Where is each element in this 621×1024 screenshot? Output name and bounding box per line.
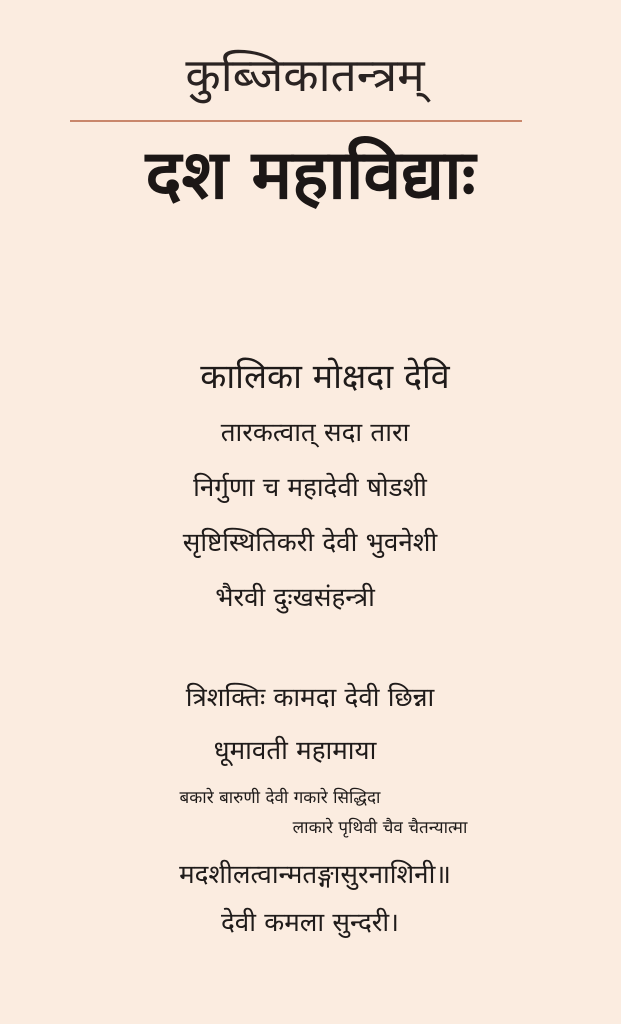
verse-line-10: मदशीलत्वान्मतङ्गासुरनाशिनी॥ [179, 860, 451, 890]
verse-line-8: बकारे बारुणी देवी गकारे सिद्धिदा [179, 788, 381, 808]
verse-line-6: त्रिशक्तिः कामदा देवी छिन्ना [185, 683, 435, 713]
verse-line-4: सृष्टिस्थितिकरी देवी भुवनेशी [182, 528, 438, 558]
verse-line-7: धूमावती महामाया [213, 736, 377, 766]
verse-line-9: लाकारे पृथिवी चैव चैतन्यात्मा [292, 818, 468, 838]
verse-line-11: देवी कमला सुन्दरी। [220, 908, 400, 938]
verse-line-3: निर्गुणा च महादेवी षोडशी [193, 473, 427, 503]
verse-line-1: कालिका मोक्षदा देवि [200, 357, 450, 397]
verse-line-2: तारकत्वात् सदा तारा [220, 418, 410, 448]
verse-line-5: भैरवी दुःखसंहन्त्री [215, 583, 375, 613]
book-subtitle: कुब्जिकातन्त्रम् [185, 48, 425, 102]
title-divider [70, 120, 522, 122]
page-title: दश महाविद्याः [145, 136, 476, 215]
